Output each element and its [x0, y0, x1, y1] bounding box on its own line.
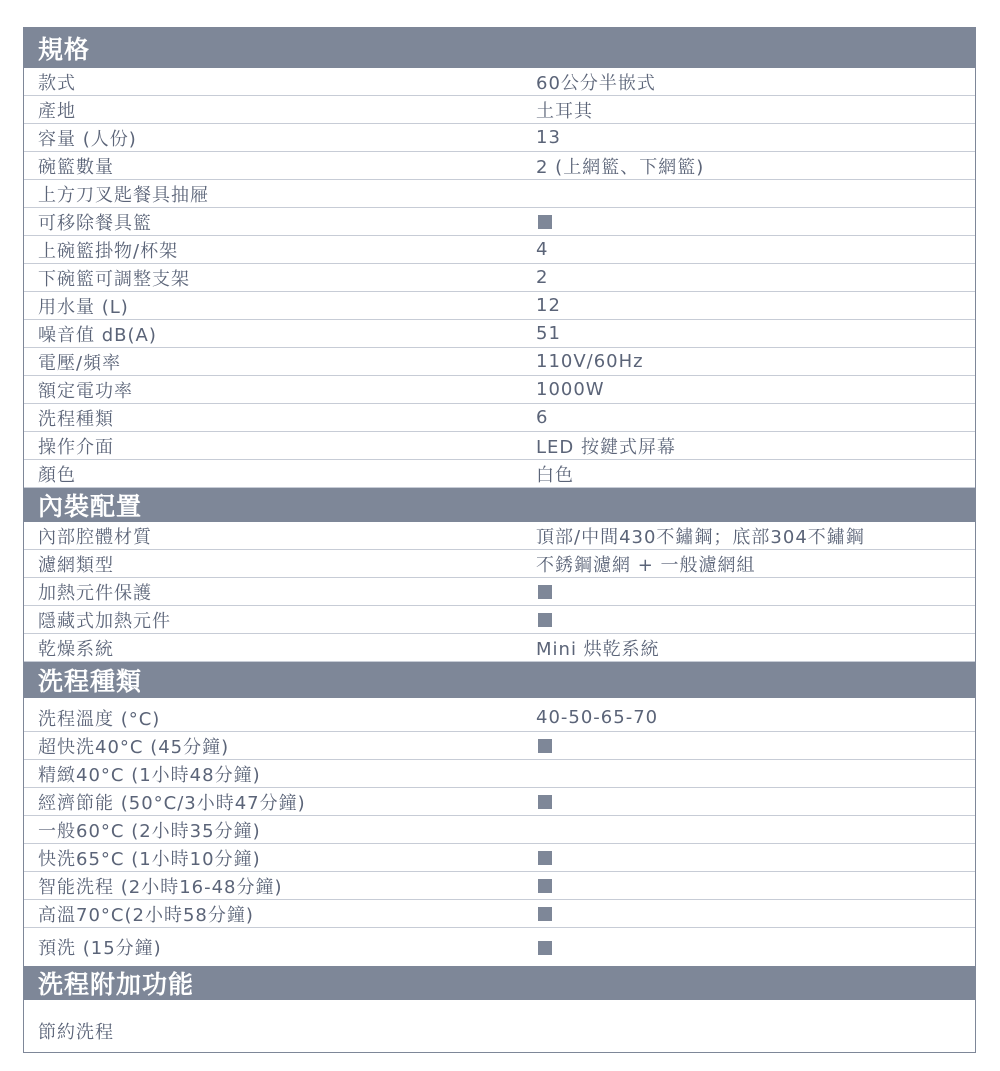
feature-available-marker	[536, 937, 975, 958]
spec-label: 智能洗程 (2小時16-48分鐘)	[38, 876, 283, 898]
filled-square-icon	[538, 879, 552, 893]
spec-row	[24, 348, 975, 376]
spec-row	[24, 236, 975, 264]
spec-row	[24, 522, 975, 550]
spec-label: 操作介面	[38, 436, 114, 458]
spec-label: 超快洗40°C (45分鐘)	[38, 736, 230, 758]
spec-row	[24, 704, 975, 732]
spec-row	[24, 264, 975, 292]
spec-row	[24, 124, 975, 152]
spec-value: 6	[536, 407, 549, 428]
spec-row	[24, 900, 975, 928]
spec-label: 內部腔體材質	[38, 526, 152, 548]
spec-value: Mini 烘乾系統	[536, 638, 660, 660]
spec-label: 一般60°C (2小時35分鐘)	[38, 820, 261, 842]
spec-label: 洗程溫度 (°C)	[38, 708, 161, 730]
spec-label: 上碗籃掛物/杯架	[38, 240, 179, 262]
feature-available-marker	[536, 791, 975, 812]
spec-value: 2 (上網籃、下網籃)	[536, 156, 705, 178]
feature-available-marker	[536, 581, 975, 602]
spec-label: 洗程種類	[38, 408, 114, 430]
spec-row	[24, 404, 975, 432]
spec-value: 12	[536, 295, 561, 316]
spec-value: 40-50-65-70	[536, 707, 659, 728]
spec-label: 碗籃數量	[38, 156, 114, 178]
spec-value: 2	[536, 267, 549, 288]
spec-value: 1000W	[536, 379, 605, 400]
spec-label: 噪音值 dB(A)	[38, 324, 157, 346]
spec-value: 不銹鋼濾網 + 一般濾網組	[536, 554, 756, 576]
feature-available-marker	[536, 875, 975, 896]
spec-label: 節約洗程	[38, 1022, 114, 1043]
spec-value: 頂部/中間430不鏽鋼；底部304不鏽鋼	[536, 526, 865, 548]
feature-available-marker	[536, 211, 975, 232]
spec-row	[24, 320, 975, 348]
spec-row	[24, 292, 975, 320]
spec-row	[24, 872, 975, 900]
spec-row	[24, 788, 975, 816]
feature-available-marker	[536, 609, 975, 630]
spec-value: LED 按鍵式屏幕	[536, 436, 676, 458]
spec-row	[24, 460, 975, 488]
spec-row	[24, 550, 975, 578]
spec-label: 高溫70°C(2小時58分鐘)	[38, 904, 254, 926]
spec-label: 下碗籃可調整支架	[38, 268, 190, 290]
spec-value: 13	[536, 127, 561, 148]
spec-label: 電壓/頻率	[38, 352, 122, 374]
spec-label: 可移除餐具籃	[38, 212, 152, 234]
filled-square-icon	[538, 907, 552, 921]
spec-label: 經濟節能 (50°C/3小時47分鐘)	[38, 792, 306, 814]
spec-row	[24, 208, 975, 236]
spec-row	[24, 152, 975, 180]
filled-square-icon	[538, 941, 552, 955]
spec-label: 隱藏式加熱元件	[38, 610, 171, 632]
spec-label: 上方刀叉匙餐具抽屜	[38, 184, 209, 206]
spec-row	[24, 376, 975, 404]
spec-row	[24, 816, 975, 844]
spec-label: 用水量 (L)	[38, 296, 129, 318]
spec-label: 乾燥系統	[38, 638, 114, 660]
filled-square-icon	[538, 739, 552, 753]
spec-row	[24, 432, 975, 460]
spec-value: 60公分半嵌式	[536, 72, 656, 94]
spec-row	[24, 180, 975, 208]
spec-label: 顏色	[38, 464, 76, 486]
spec-label: 預洗 (15分鐘)	[38, 938, 162, 959]
spec-label: 濾網類型	[38, 554, 114, 576]
feature-available-marker	[536, 903, 975, 924]
filled-square-icon	[538, 851, 552, 865]
spec-value: 110V/60Hz	[536, 351, 644, 372]
spec-value: 51	[536, 323, 561, 344]
spec-label: 快洗65°C (1小時10分鐘)	[38, 848, 261, 870]
spec-row	[24, 732, 975, 760]
spec-row	[24, 844, 975, 872]
spec-row	[24, 606, 975, 634]
spec-label: 容量 (人份)	[38, 128, 137, 150]
spec-row	[24, 760, 975, 788]
spec-table	[23, 27, 976, 1053]
filled-square-icon	[538, 585, 552, 599]
spec-row	[24, 1010, 975, 1052]
spec-label: 款式	[38, 72, 76, 94]
spec-label: 加熱元件保護	[38, 582, 152, 604]
section-spacer	[24, 1000, 975, 1010]
section-extra-functions-header: 洗程附加功能	[24, 966, 975, 1000]
spec-value: 土耳其	[536, 100, 593, 122]
spec-row	[24, 96, 975, 124]
feature-available-marker	[536, 847, 975, 868]
filled-square-icon	[538, 613, 552, 627]
spec-value: 4	[536, 239, 549, 260]
feature-available-marker	[536, 735, 975, 756]
spec-row	[24, 578, 975, 606]
spec-label: 產地	[38, 100, 76, 122]
filled-square-icon	[538, 215, 552, 229]
spec-label: 額定電功率	[38, 380, 133, 402]
section-specs-header: 規格	[24, 28, 975, 68]
section-programs-header: 洗程種類	[24, 662, 975, 698]
filled-square-icon	[538, 795, 552, 809]
spec-value: 白色	[536, 464, 574, 486]
spec-row	[24, 634, 975, 662]
spec-row	[24, 928, 975, 966]
spec-row	[24, 68, 975, 96]
spec-label: 精緻40°C (1小時48分鐘)	[38, 764, 261, 786]
section-interior-header: 內裝配置	[24, 488, 975, 522]
